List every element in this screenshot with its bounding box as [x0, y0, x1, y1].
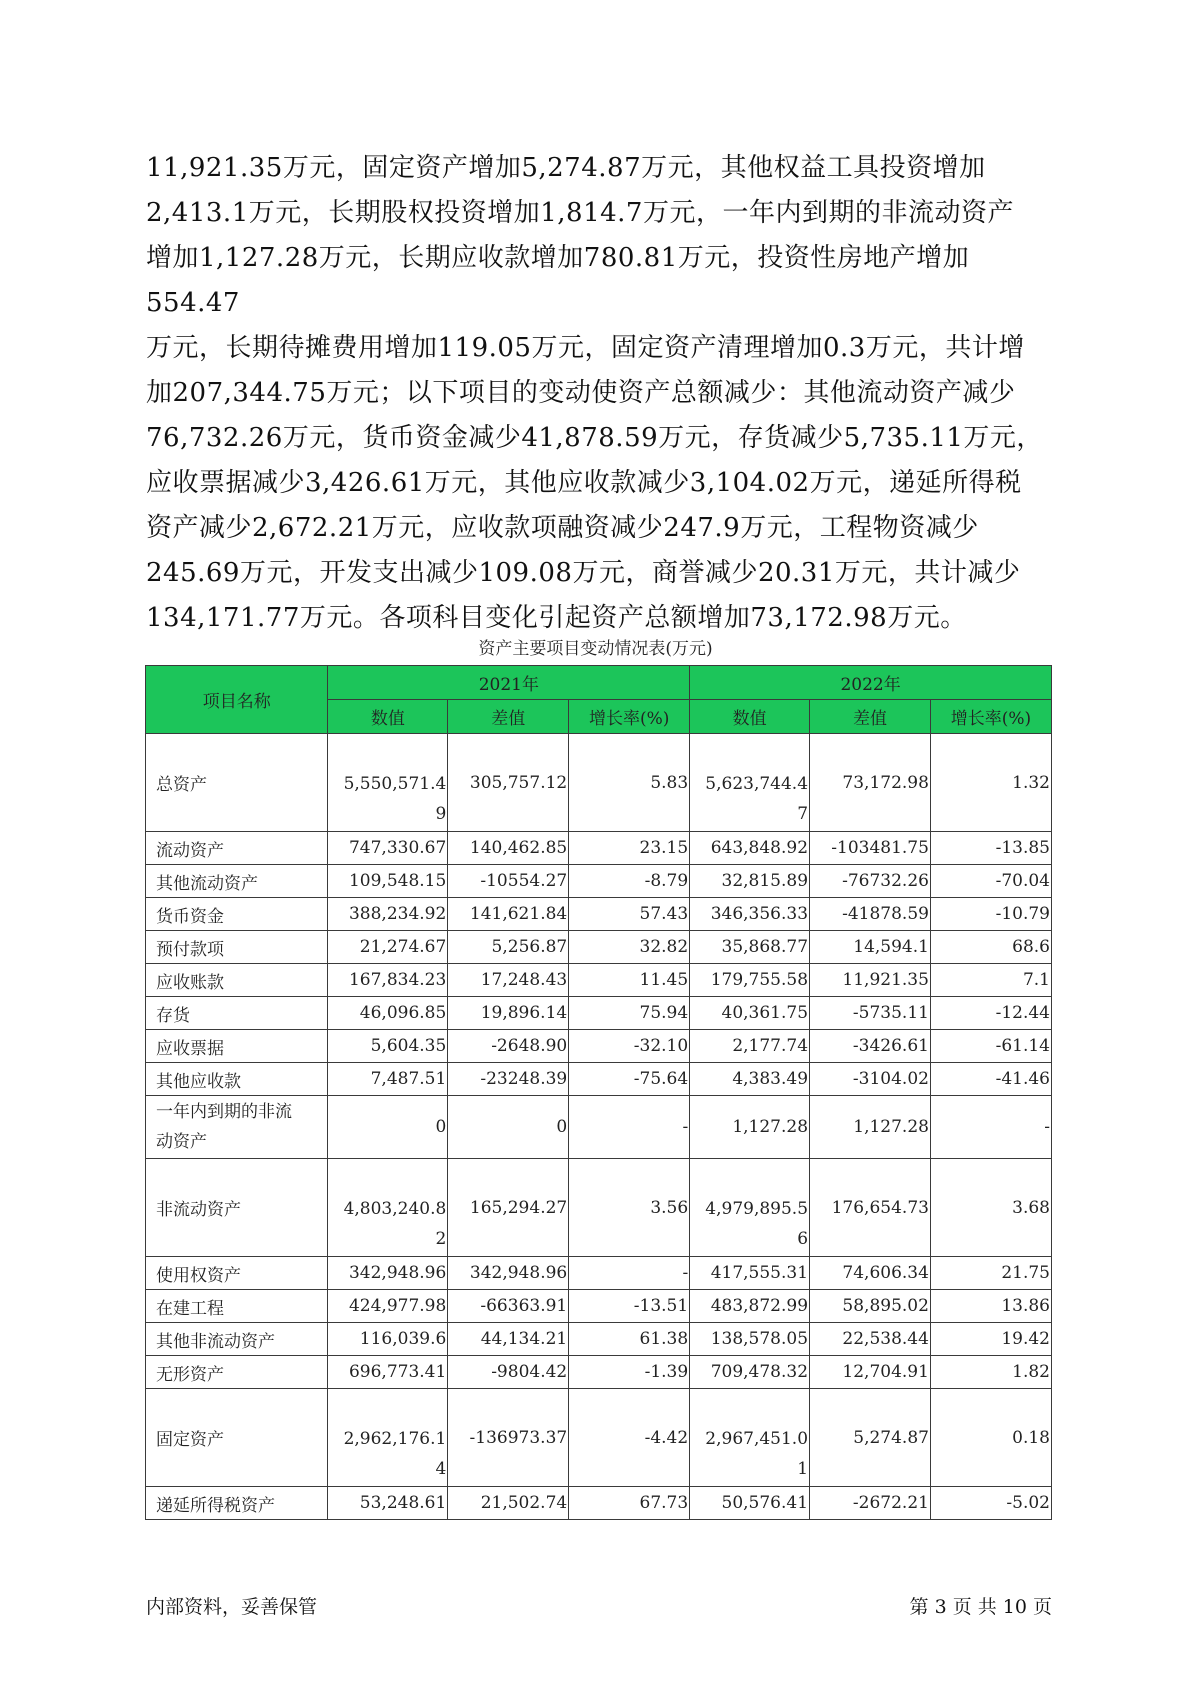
growth-2022-cell: 21.75 [930, 1257, 1051, 1290]
diff-2022-cell: -3426.61 [810, 1030, 931, 1063]
value-2022-cell: 417,555.31 [690, 1257, 810, 1290]
value-2021-cell: 116,039.6 [328, 1323, 448, 1356]
footer-page-number: 第 3 页 共 10 页 [909, 1596, 1052, 1618]
diff-2021-cell: 141,621.84 [448, 898, 569, 931]
row-name-cell: 总资产 [146, 734, 328, 832]
growth-2022-cell: -13.85 [930, 832, 1051, 865]
diff-2022-cell: 73,172.98 [810, 734, 931, 832]
value-2021-cell: 342,948.96 [328, 1257, 448, 1290]
growth-2021-cell: -8.79 [569, 865, 690, 898]
value-2021-cell: 46,096.85 [328, 997, 448, 1030]
body-paragraph: 11,921.35万元，固定资产增加5,274.87万元，其他权益工具投资增加 2,413.1万元，长期股权投资增加1,814.7万元，一年内到期的非流动资产 增加1,127.28万元，长期应收款增加780.81万元，投资性房地产增加554.47 万元，长期待摊费用增加119.05万元，固定资产清理增加0.3万元，共计增 加207,344.75万元；以下项目的变动使资产总额减少：其他流动资产减少 76,732.26万元，货币资金减少41,878.59万元，存货减少5,735.11万元， 应收票据减少3,426.61万元，其他应收款减少3,104.02万元，递延所得税 资产减少2,672.21万元，应收款项融资减少247.9万元，工程物资减少 245.69万元，开发支出减少109.08万元，商誉减少20.31万元，共计减少 134,171.77万元。各项科目变化引起资产总额增加73,172.98万元。 [146, 153, 1043, 633]
header-diff-2021: 差值 [448, 700, 569, 734]
growth-2022-cell: 1.82 [930, 1356, 1051, 1389]
diff-2022-cell: 1,127.28 [810, 1096, 931, 1159]
table-row [146, 931, 1052, 964]
growth-2021-cell: 23.15 [569, 832, 690, 865]
growth-2022-cell: 19.42 [930, 1323, 1051, 1356]
row-name-cell: 预付款项 [146, 931, 328, 964]
table-row [146, 898, 1052, 931]
table-row [146, 1487, 1052, 1520]
header-value-2021: 数值 [328, 700, 448, 734]
table-row [146, 734, 1052, 832]
asset-change-table [145, 665, 1052, 1520]
growth-2022-cell: -5.02 [930, 1487, 1051, 1520]
row-name-cell: 应收票据 [146, 1030, 328, 1063]
header-year-2021: 2021年 [328, 666, 690, 700]
row-name-cell: 其他非流动资产 [146, 1323, 328, 1356]
diff-2022-cell: -2672.21 [810, 1487, 931, 1520]
diff-2022-cell: -5735.11 [810, 997, 931, 1030]
row-name-cell: 使用权资产 [146, 1257, 328, 1290]
row-name-cell: 存货 [146, 997, 328, 1030]
growth-2022-cell: - [930, 1096, 1051, 1159]
footer-confidential-note: 内部资料，妥善保管 [146, 1596, 318, 1618]
value-2022-cell: 1,127.28 [690, 1096, 810, 1159]
table-row [146, 1323, 1052, 1356]
diff-2021-cell: -23248.39 [448, 1063, 569, 1096]
value-2021-cell: 109,548.15 [328, 865, 448, 898]
diff-2021-cell: -2648.90 [448, 1030, 569, 1063]
header-growth-2022: 增长率(%) [930, 700, 1051, 734]
growth-2021-cell: 5.83 [569, 734, 690, 832]
growth-2022-cell: 1.32 [930, 734, 1051, 832]
row-name-cell: 流动资产 [146, 832, 328, 865]
value-2021-cell: 696,773.41 [328, 1356, 448, 1389]
growth-2021-cell: - [569, 1257, 690, 1290]
growth-2022-cell: -70.04 [930, 865, 1051, 898]
table-row [146, 1356, 1052, 1389]
diff-2021-cell: 140,462.85 [448, 832, 569, 865]
diff-2021-cell: 165,294.27 [448, 1159, 569, 1257]
value-2022-cell: 346,356.33 [690, 898, 810, 931]
header-item-name: 项目名称 [146, 666, 328, 734]
table-row [146, 1290, 1052, 1323]
value-2021-cell: 388,234.92 [328, 898, 448, 931]
table-caption: 资产主要项目变动情况表(万元) [478, 639, 713, 659]
growth-2022-cell: -41.46 [930, 1063, 1051, 1096]
diff-2021-cell: 19,896.14 [448, 997, 569, 1030]
value-2022-cell: 2,177.74 [690, 1030, 810, 1063]
table-row [146, 997, 1052, 1030]
diff-2022-cell: -76732.26 [810, 865, 931, 898]
row-name-cell: 非流动资产 [146, 1159, 328, 1257]
diff-2021-cell: -66363.91 [448, 1290, 569, 1323]
growth-2021-cell: -1.39 [569, 1356, 690, 1389]
value-2021-cell: 0 [328, 1096, 448, 1159]
value-2021-cell: 2,962,176.1 4 [328, 1389, 448, 1487]
growth-2021-cell: 3.56 [569, 1159, 690, 1257]
growth-2022-cell: 3.68 [930, 1159, 1051, 1257]
row-name-cell: 无形资产 [146, 1356, 328, 1389]
value-2022-cell: 4,383.49 [690, 1063, 810, 1096]
table-row [146, 1389, 1052, 1487]
value-2022-cell: 35,868.77 [690, 931, 810, 964]
growth-2021-cell: 11.45 [569, 964, 690, 997]
diff-2021-cell: 17,248.43 [448, 964, 569, 997]
row-name-cell: 其他流动资产 [146, 865, 328, 898]
growth-2022-cell: 13.86 [930, 1290, 1051, 1323]
diff-2022-cell: 5,274.87 [810, 1389, 931, 1487]
table-row [146, 865, 1052, 898]
value-2022-cell: 483,872.99 [690, 1290, 810, 1323]
diff-2022-cell: 11,921.35 [810, 964, 931, 997]
row-name-cell: 其他应收款 [146, 1063, 328, 1096]
growth-2022-cell: 0.18 [930, 1389, 1051, 1487]
growth-2021-cell: -32.10 [569, 1030, 690, 1063]
value-2021-cell: 7,487.51 [328, 1063, 448, 1096]
growth-2022-cell: -12.44 [930, 997, 1051, 1030]
value-2021-cell: 167,834.23 [328, 964, 448, 997]
value-2021-cell: 424,977.98 [328, 1290, 448, 1323]
value-2022-cell: 50,576.41 [690, 1487, 810, 1520]
growth-2022-cell: 68.6 [930, 931, 1051, 964]
value-2021-cell: 21,274.67 [328, 931, 448, 964]
growth-2021-cell: - [569, 1096, 690, 1159]
value-2022-cell: 138,578.05 [690, 1323, 810, 1356]
diff-2021-cell: -9804.42 [448, 1356, 569, 1389]
diff-2022-cell: -3104.02 [810, 1063, 931, 1096]
value-2022-cell: 32,815.89 [690, 865, 810, 898]
growth-2021-cell: -13.51 [569, 1290, 690, 1323]
value-2022-cell: 40,361.75 [690, 997, 810, 1030]
growth-2022-cell: -61.14 [930, 1030, 1051, 1063]
growth-2022-cell: 7.1 [930, 964, 1051, 997]
value-2022-cell: 643,848.92 [690, 832, 810, 865]
header-diff-2022: 差值 [810, 700, 931, 734]
diff-2021-cell: 44,134.21 [448, 1323, 569, 1356]
diff-2021-cell: -10554.27 [448, 865, 569, 898]
table-body [146, 734, 1052, 1520]
diff-2021-cell: 305,757.12 [448, 734, 569, 832]
row-name-cell: 一年内到期的非流 动资产 [146, 1096, 328, 1159]
row-name-cell: 在建工程 [146, 1290, 328, 1323]
table-row [146, 1257, 1052, 1290]
growth-2021-cell: 75.94 [569, 997, 690, 1030]
table-row [146, 1030, 1052, 1063]
growth-2021-cell: 57.43 [569, 898, 690, 931]
table-row [146, 964, 1052, 997]
growth-2021-cell: 67.73 [569, 1487, 690, 1520]
growth-2021-cell: -75.64 [569, 1063, 690, 1096]
growth-2021-cell: 32.82 [569, 931, 690, 964]
value-2021-cell: 53,248.61 [328, 1487, 448, 1520]
value-2021-cell: 5,604.35 [328, 1030, 448, 1063]
value-2021-cell: 5,550,571.4 9 [328, 734, 448, 832]
header-year-2022: 2022年 [690, 666, 1052, 700]
value-2022-cell: 709,478.32 [690, 1356, 810, 1389]
diff-2022-cell: 74,606.34 [810, 1257, 931, 1290]
value-2021-cell: 4,803,240.8 2 [328, 1159, 448, 1257]
value-2022-cell: 5,623,744.4 7 [690, 734, 810, 832]
table-row [146, 1159, 1052, 1257]
table-row [146, 832, 1052, 865]
value-2022-cell: 179,755.58 [690, 964, 810, 997]
row-name-cell: 固定资产 [146, 1389, 328, 1487]
diff-2021-cell: 0 [448, 1096, 569, 1159]
header-value-2022: 数值 [690, 700, 810, 734]
diff-2022-cell: 12,704.91 [810, 1356, 931, 1389]
growth-2021-cell: 61.38 [569, 1323, 690, 1356]
header-growth-2021: 增长率(%) [569, 700, 690, 734]
diff-2022-cell: -103481.75 [810, 832, 931, 865]
value-2022-cell: 2,967,451.0 1 [690, 1389, 810, 1487]
diff-2022-cell: 22,538.44 [810, 1323, 931, 1356]
diff-2021-cell: -136973.37 [448, 1389, 569, 1487]
row-name-cell: 递延所得税资产 [146, 1487, 328, 1520]
growth-2021-cell: -4.42 [569, 1389, 690, 1487]
diff-2022-cell: 58,895.02 [810, 1290, 931, 1323]
row-name-cell: 货币资金 [146, 898, 328, 931]
diff-2021-cell: 5,256.87 [448, 931, 569, 964]
row-name-cell: 应收账款 [146, 964, 328, 997]
diff-2022-cell: 14,594.1 [810, 931, 931, 964]
value-2022-cell: 4,979,895.5 6 [690, 1159, 810, 1257]
diff-2021-cell: 342,948.96 [448, 1257, 569, 1290]
value-2021-cell: 747,330.67 [328, 832, 448, 865]
growth-2022-cell: -10.79 [930, 898, 1051, 931]
diff-2021-cell: 21,502.74 [448, 1487, 569, 1520]
diff-2022-cell: -41878.59 [810, 898, 931, 931]
table-row [146, 1063, 1052, 1096]
table-row [146, 1096, 1052, 1159]
diff-2022-cell: 176,654.73 [810, 1159, 931, 1257]
